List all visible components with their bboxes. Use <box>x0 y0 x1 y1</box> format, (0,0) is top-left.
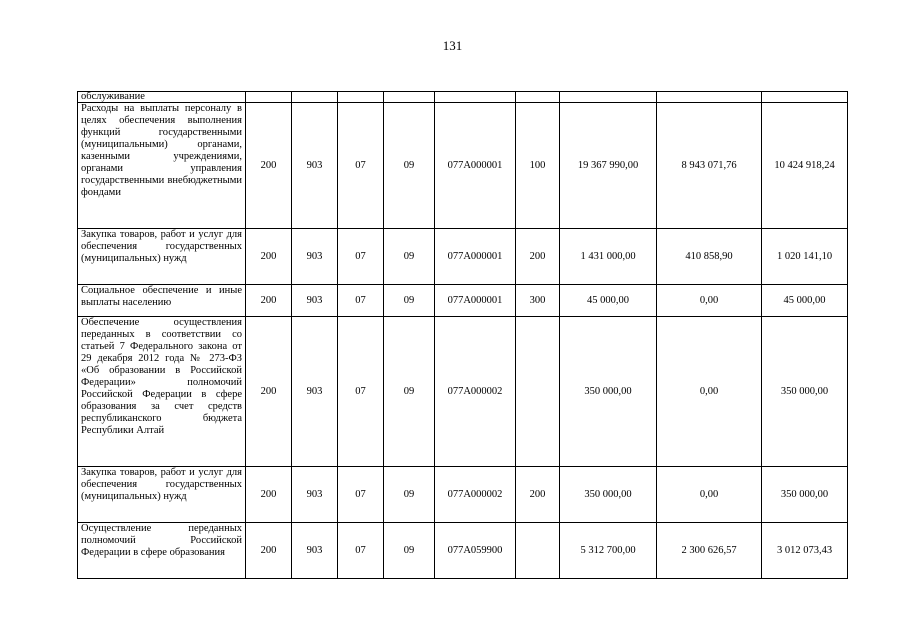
row-description: Социальное обеспечение и иные выплаты населению <box>78 285 246 317</box>
cell-executed: 0,00 <box>657 467 762 523</box>
cell-expense-type <box>516 523 560 579</box>
cell-plan: 45 000,00 <box>560 285 657 317</box>
cell-section: 07 <box>338 467 384 523</box>
cell-executed: 0,00 <box>657 285 762 317</box>
cell-plan: 350 000,00 <box>560 467 657 523</box>
cell-subsection: 09 <box>384 285 435 317</box>
cell-admin: 200 <box>246 229 292 285</box>
cell-subsection <box>384 92 435 103</box>
cell-expense-type: 300 <box>516 285 560 317</box>
cell-ministry: 903 <box>292 317 338 467</box>
cell-section: 07 <box>338 285 384 317</box>
cell-remaining: 350 000,00 <box>762 317 848 467</box>
cell-plan: 1 431 000,00 <box>560 229 657 285</box>
row-description: Закупка товаров, работ и услуг для обеспечения государственных (муниципальных) нужд <box>78 229 246 285</box>
cell-subsection: 09 <box>384 523 435 579</box>
cell-ministry: 903 <box>292 229 338 285</box>
cell-admin: 200 <box>246 285 292 317</box>
cell-remaining: 350 000,00 <box>762 467 848 523</box>
cell-executed: 410 858,90 <box>657 229 762 285</box>
page-number: 131 <box>442 38 463 53</box>
cell-target: 077А000002 <box>435 317 516 467</box>
cell-remaining: 10 424 918,24 <box>762 103 848 229</box>
row-description: обслуживание <box>78 92 246 103</box>
cell-expense-type: 200 <box>516 467 560 523</box>
cell-remaining: 3 012 073,43 <box>762 523 848 579</box>
cell-target: 077А059900 <box>435 523 516 579</box>
cell-admin: 200 <box>246 317 292 467</box>
cell-section: 07 <box>338 317 384 467</box>
cell-section <box>338 92 384 103</box>
cell-executed <box>657 92 762 103</box>
cell-admin: 200 <box>246 103 292 229</box>
cell-remaining: 45 000,00 <box>762 285 848 317</box>
cell-executed: 0,00 <box>657 317 762 467</box>
cell-section: 07 <box>338 523 384 579</box>
table-row <box>78 285 848 317</box>
cell-section: 07 <box>338 229 384 285</box>
cell-plan: 350 000,00 <box>560 317 657 467</box>
cell-ministry: 903 <box>292 103 338 229</box>
cell-section: 07 <box>338 103 384 229</box>
table-row <box>78 92 848 103</box>
cell-plan: 5 312 700,00 <box>560 523 657 579</box>
cell-expense-type <box>516 92 560 103</box>
cell-executed: 8 943 071,76 <box>657 103 762 229</box>
cell-admin: 200 <box>246 467 292 523</box>
cell-executed: 2 300 626,57 <box>657 523 762 579</box>
cell-plan <box>560 92 657 103</box>
cell-target: 077А000001 <box>435 285 516 317</box>
cell-target: 077А000002 <box>435 467 516 523</box>
cell-subsection: 09 <box>384 317 435 467</box>
budget-table <box>77 91 848 579</box>
table-row <box>78 103 848 229</box>
cell-expense-type <box>516 317 560 467</box>
cell-subsection: 09 <box>384 229 435 285</box>
cell-ministry <box>292 92 338 103</box>
row-description: Закупка товаров, работ и услуг для обеспечения государственных (муниципальных) нужд <box>78 467 246 523</box>
cell-ministry: 903 <box>292 285 338 317</box>
cell-target: 077А000001 <box>435 229 516 285</box>
cell-subsection: 09 <box>384 103 435 229</box>
cell-target: 077А000001 <box>435 103 516 229</box>
table-row <box>78 229 848 285</box>
cell-expense-type: 100 <box>516 103 560 229</box>
cell-ministry: 903 <box>292 467 338 523</box>
cell-admin <box>246 92 292 103</box>
table-row <box>78 317 848 467</box>
cell-remaining: 1 020 141,10 <box>762 229 848 285</box>
cell-subsection: 09 <box>384 467 435 523</box>
row-description: Обеспечение осуществления переданных в соответствии со статьей 7 Федерального закона от 29 декабря 2012 года № 273-ФЗ «Об образовании в Российской Федерации» полномочий Российской Федерации в сфере образования за счет средств республиканского бюджета Республики Алтай <box>78 317 246 467</box>
cell-plan: 19 367 990,00 <box>560 103 657 229</box>
table-row <box>78 523 848 579</box>
cell-admin: 200 <box>246 523 292 579</box>
table-row <box>78 467 848 523</box>
cell-ministry: 903 <box>292 523 338 579</box>
row-description: Осуществление переданных полномочий Российской Федерации в сфере образования <box>78 523 246 579</box>
cell-expense-type: 200 <box>516 229 560 285</box>
cell-target <box>435 92 516 103</box>
row-description: Расходы на выплаты персоналу в целях обеспечения выполнения функций государственными (муниципальными) органами, казенными учреждениями, органами управления государственными внебюджетными фондами <box>78 103 246 229</box>
cell-remaining <box>762 92 848 103</box>
